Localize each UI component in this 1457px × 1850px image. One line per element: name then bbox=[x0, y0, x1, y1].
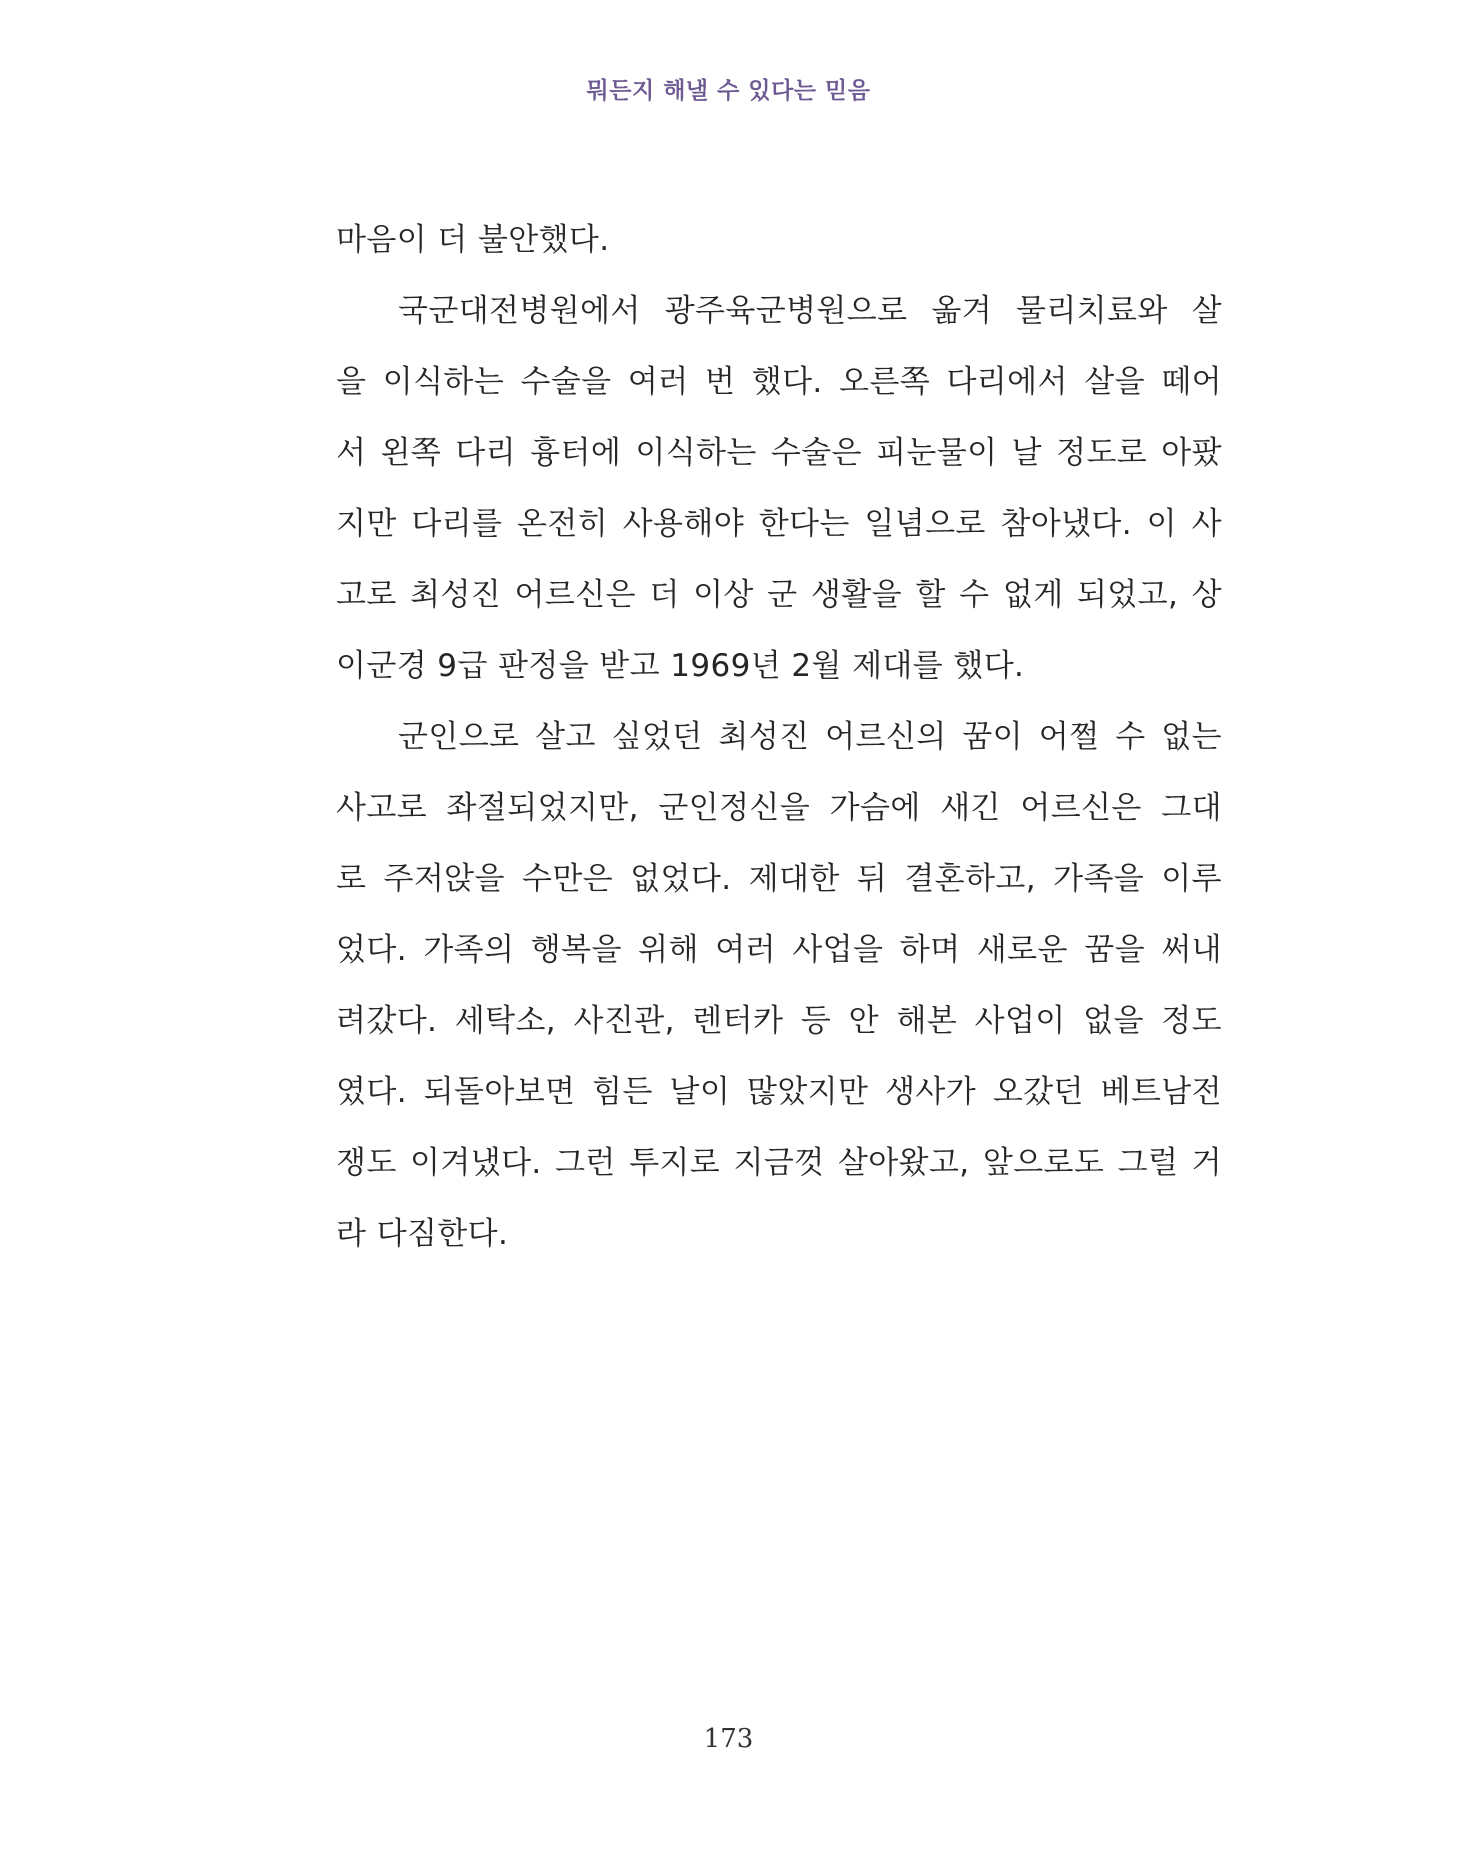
text-line: 로 주저앉을 수만은 없었다. 제대한 뒤 결혼하고, 가족을 이루 bbox=[336, 861, 1222, 897]
text-line: 이군경 9급 판정을 받고 1969년 2월 제대를 했다. bbox=[336, 648, 1025, 684]
text-line: 마음이 더 불안했다. bbox=[336, 222, 610, 258]
text-line: 려갔다. 세탁소, 사진관, 렌터카 등 안 해본 사업이 없을 정도 bbox=[336, 1003, 1222, 1039]
text-line: 국군대전병원에서 광주육군병원으로 옮겨 물리치료와 살 bbox=[398, 293, 1222, 329]
running-head-title: 뭐든지 해낼 수 있다는 믿음 bbox=[586, 77, 871, 104]
text-line: 였다. 되돌아보면 힘든 날이 많았지만 생사가 오갔던 베트남전 bbox=[336, 1074, 1222, 1110]
page-number: 173 bbox=[703, 1724, 754, 1754]
text-line: 지만 다리를 온전히 사용해야 한다는 일념으로 참아냈다. 이 사 bbox=[336, 506, 1222, 542]
body-text bbox=[336, 205, 1222, 1270]
text-line: 군인으로 살고 싶었던 최성진 어르신의 꿈이 어쩔 수 없는 bbox=[398, 719, 1222, 755]
text-line: 서 왼쪽 다리 흉터에 이식하는 수술은 피눈물이 날 정도로 아팠 bbox=[336, 435, 1222, 471]
text-line: 고로 최성진 어르신은 더 이상 군 생활을 할 수 없게 되었고, 상 bbox=[336, 577, 1222, 613]
text-line: 라 다짐한다. bbox=[336, 1216, 509, 1252]
text-line: 사고로 좌절되었지만, 군인정신을 가슴에 새긴 어르신은 그대 bbox=[336, 790, 1222, 826]
text-line: 었다. 가족의 행복을 위해 여러 사업을 하며 새로운 꿈을 써내 bbox=[336, 932, 1222, 968]
text-line: 을 이식하는 수술을 여러 번 했다. 오른쪽 다리에서 살을 떼어 bbox=[336, 364, 1222, 400]
text-line: 쟁도 이겨냈다. 그런 투지로 지금껏 살아왔고, 앞으로도 그럴 거 bbox=[336, 1145, 1222, 1181]
